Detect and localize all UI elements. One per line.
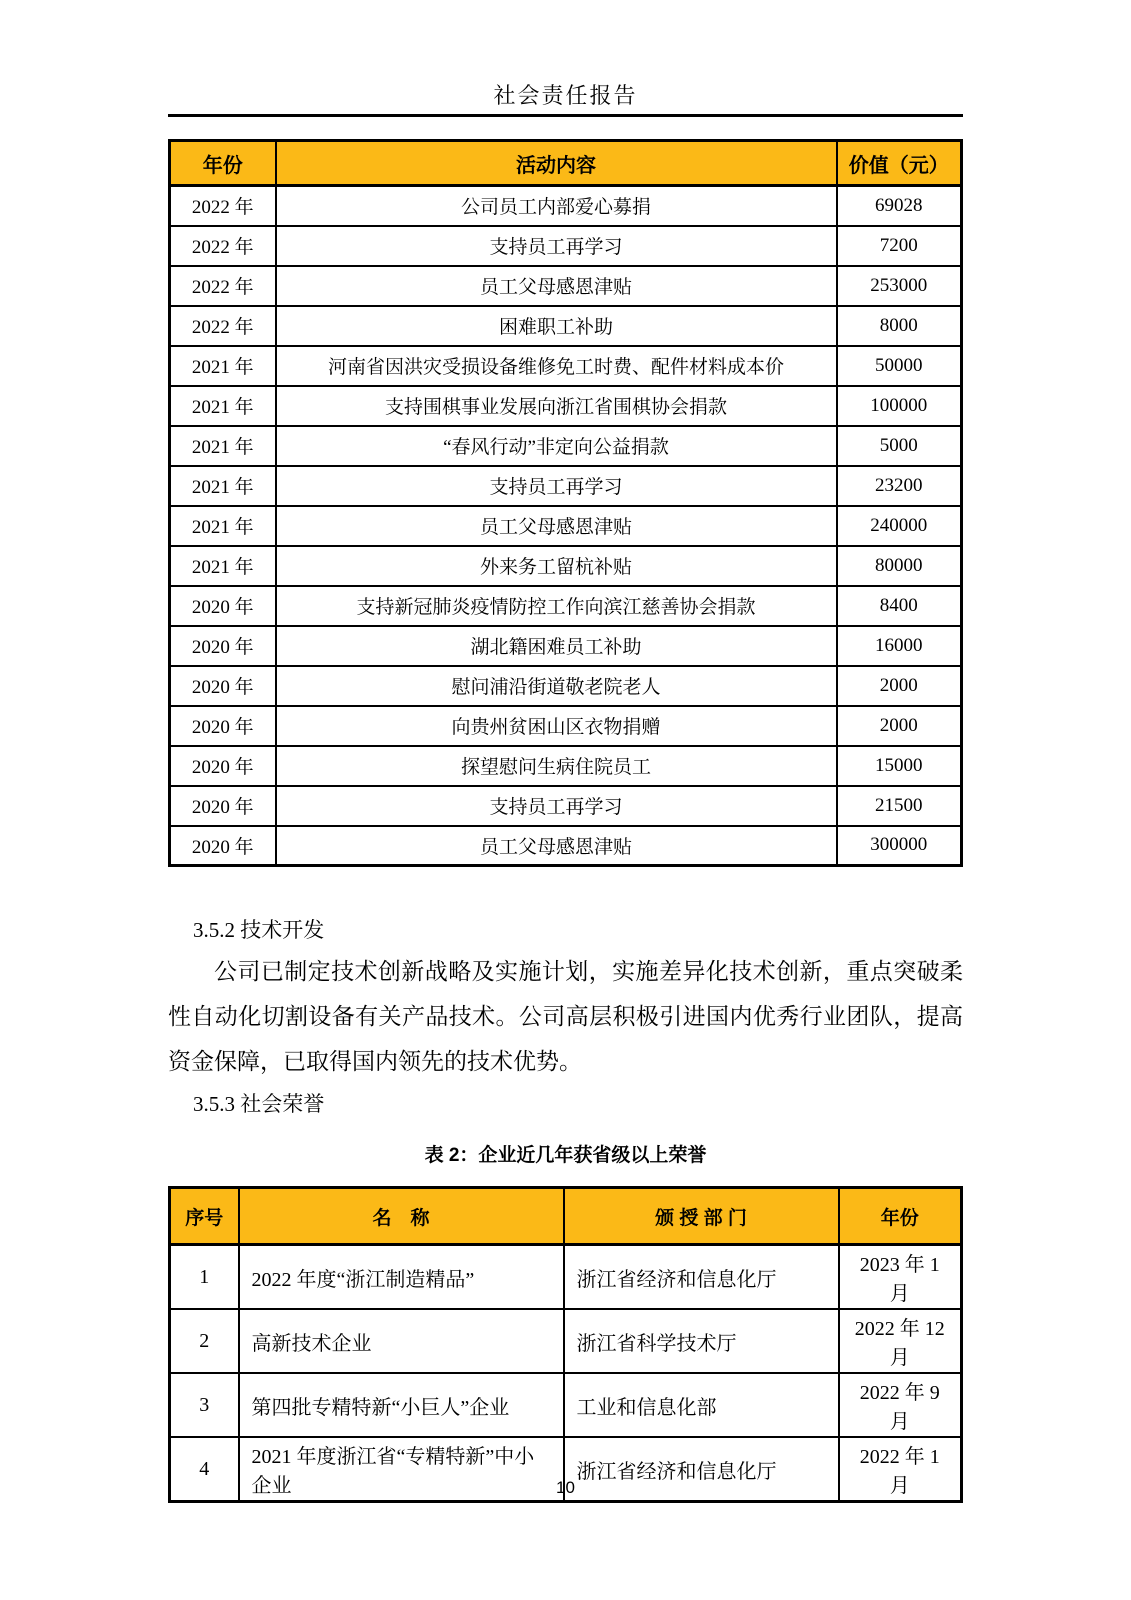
table-row — [170, 386, 962, 426]
table-cell: 2020 年 — [170, 586, 276, 626]
table-cell: 8000 — [837, 306, 962, 346]
column-header-authority: 颁 授 部 门 — [564, 1188, 839, 1245]
table-row — [170, 626, 962, 666]
table-cell: 高新技术企业 — [239, 1309, 564, 1373]
table-cell: 2022 年 — [170, 306, 276, 346]
table-cell: 7200 — [837, 226, 962, 266]
table-row — [170, 226, 962, 266]
column-header-activity: 活动内容 — [276, 141, 837, 186]
honors-table — [168, 1186, 963, 1503]
table-cell: 支持员工再学习 — [276, 226, 837, 266]
table-cell: 2020 年 — [170, 826, 276, 866]
table-cell: 2020 年 — [170, 626, 276, 666]
table-cell: 80000 — [837, 546, 962, 586]
table-cell: 员工父母感恩津贴 — [276, 506, 837, 546]
table-cell: 支持新冠肺炎疫情防控工作向滨江慈善协会捐款 — [276, 586, 837, 626]
table-cell: 100000 — [837, 386, 962, 426]
table-cell: 3 — [170, 1373, 239, 1437]
table-row — [170, 586, 962, 626]
table-cell: 慰问浦沿街道敬老院老人 — [276, 666, 837, 706]
table-cell: 4 — [170, 1437, 239, 1502]
table-row — [170, 306, 962, 346]
header-divider-rule — [168, 114, 963, 117]
page-content — [168, 0, 963, 1503]
table-cell: 2022 年 — [170, 186, 276, 226]
table-cell: 23200 — [837, 466, 962, 506]
column-header-value: 价值（元） — [837, 141, 962, 186]
table-cell: 浙江省经济和信息化厅 — [564, 1245, 839, 1310]
section-heading-352: 3.5.2 技术开发 — [193, 918, 325, 942]
table-header-row — [170, 1188, 962, 1245]
table-cell: 浙江省经济和信息化厅 — [564, 1437, 839, 1502]
table-cell: 2020 年 — [170, 666, 276, 706]
column-header-name: 名 称 — [239, 1188, 564, 1245]
table-cell: 2020 年 — [170, 786, 276, 826]
honors-table-body — [170, 1245, 962, 1502]
table-cell: “春风行动”非定向公益捐款 — [276, 426, 837, 466]
table-cell: 2022 年 1 月 — [839, 1437, 962, 1502]
table-cell: 员工父母感恩津贴 — [276, 266, 837, 306]
table-cell: 2000 — [837, 706, 962, 746]
table-cell: 8400 — [837, 586, 962, 626]
table-row — [170, 706, 962, 746]
honors-table-caption: 表 2：企业近几年获省级以上荣誉 — [424, 1145, 707, 1166]
table-header-row — [170, 141, 962, 186]
table-cell: 外来务工留杭补贴 — [276, 546, 837, 586]
table-cell: 河南省因洪灾受损设备维修免工时费、配件材料成本价 — [276, 346, 837, 386]
table-cell: 21500 — [837, 786, 962, 826]
table-row — [170, 426, 962, 466]
table-row — [170, 186, 962, 226]
table-row — [170, 786, 962, 826]
section-heading-353: 3.5.3 社会荣誉 — [193, 1092, 325, 1116]
section-paragraph-352: 公司已制定技术创新战略及实施计划，实施差异化技术创新，重点突破柔性自动化切割设备有关产品技术。公司高层积极引进国内优秀行业团队，提高资金保障，已取得国内领先的技术优势。 — [168, 959, 963, 1074]
table-cell: 2000 — [837, 666, 962, 706]
table-cell: 2022 年 — [170, 266, 276, 306]
column-header-year: 年份 — [170, 141, 276, 186]
table-cell: 支持员工再学习 — [276, 466, 837, 506]
table-cell: 工业和信息化部 — [564, 1373, 839, 1437]
table-cell: 2023 年 1 月 — [839, 1245, 962, 1310]
table-row — [170, 346, 962, 386]
donations-table-header — [170, 141, 962, 186]
table-cell: 探望慰问生病住院员工 — [276, 746, 837, 786]
table-row — [170, 1309, 962, 1373]
table-row — [170, 466, 962, 506]
table-row — [170, 1373, 962, 1437]
table-cell: 2021 年 — [170, 506, 276, 546]
table-cell: 300000 — [837, 826, 962, 866]
table-cell: 第四批专精特新“小巨人”企业 — [239, 1373, 564, 1437]
donations-table — [168, 139, 963, 867]
table-row — [170, 546, 962, 586]
table-cell: 2021 年 — [170, 546, 276, 586]
table-row — [170, 506, 962, 546]
table-cell: 15000 — [837, 746, 962, 786]
table-cell: 向贵州贫困山区衣物捐赠 — [276, 706, 837, 746]
table-cell: 2 — [170, 1309, 239, 1373]
table-cell: 1 — [170, 1245, 239, 1310]
page-header-title: 社会责任报告 — [493, 83, 638, 108]
page-number: 10 — [556, 1478, 575, 1497]
table-cell: 2020 年 — [170, 746, 276, 786]
table-cell: 2021 年 — [170, 346, 276, 386]
honors-table-header — [170, 1188, 962, 1245]
table-cell: 2021 年 — [170, 386, 276, 426]
table-cell: 2021 年 — [170, 466, 276, 506]
table-cell: 支持围棋事业发展向浙江省围棋协会捐款 — [276, 386, 837, 426]
table-cell: 2021 年 — [170, 426, 276, 466]
table-cell: 员工父母感恩津贴 — [276, 826, 837, 866]
table-cell: 2022 年度“浙江制造精品” — [239, 1245, 564, 1310]
table-cell: 湖北籍困难员工补助 — [276, 626, 837, 666]
table-row — [170, 266, 962, 306]
table-row — [170, 826, 962, 866]
table-cell: 浙江省科学技术厅 — [564, 1309, 839, 1373]
table-cell: 50000 — [837, 346, 962, 386]
table-cell: 16000 — [837, 626, 962, 666]
table-cell: 公司员工内部爱心募捐 — [276, 186, 837, 226]
donations-table-body — [170, 186, 962, 866]
table-row — [170, 1245, 962, 1310]
table-row — [170, 666, 962, 706]
table-cell: 2020 年 — [170, 706, 276, 746]
table-cell: 困难职工补助 — [276, 306, 837, 346]
table-cell: 240000 — [837, 506, 962, 546]
table-cell: 5000 — [837, 426, 962, 466]
table-cell: 253000 — [837, 266, 962, 306]
table-row — [170, 746, 962, 786]
table-cell: 2022 年 — [170, 226, 276, 266]
table-cell: 支持员工再学习 — [276, 786, 837, 826]
table-cell: 2022 年 9 月 — [839, 1373, 962, 1437]
table-cell: 69028 — [837, 186, 962, 226]
table-cell: 2021 年度浙江省“专精特新”中小企业 — [239, 1437, 564, 1502]
table-cell: 2022 年 12 月 — [839, 1309, 962, 1373]
column-header-index: 序号 — [170, 1188, 239, 1245]
column-header-year: 年份 — [839, 1188, 962, 1245]
